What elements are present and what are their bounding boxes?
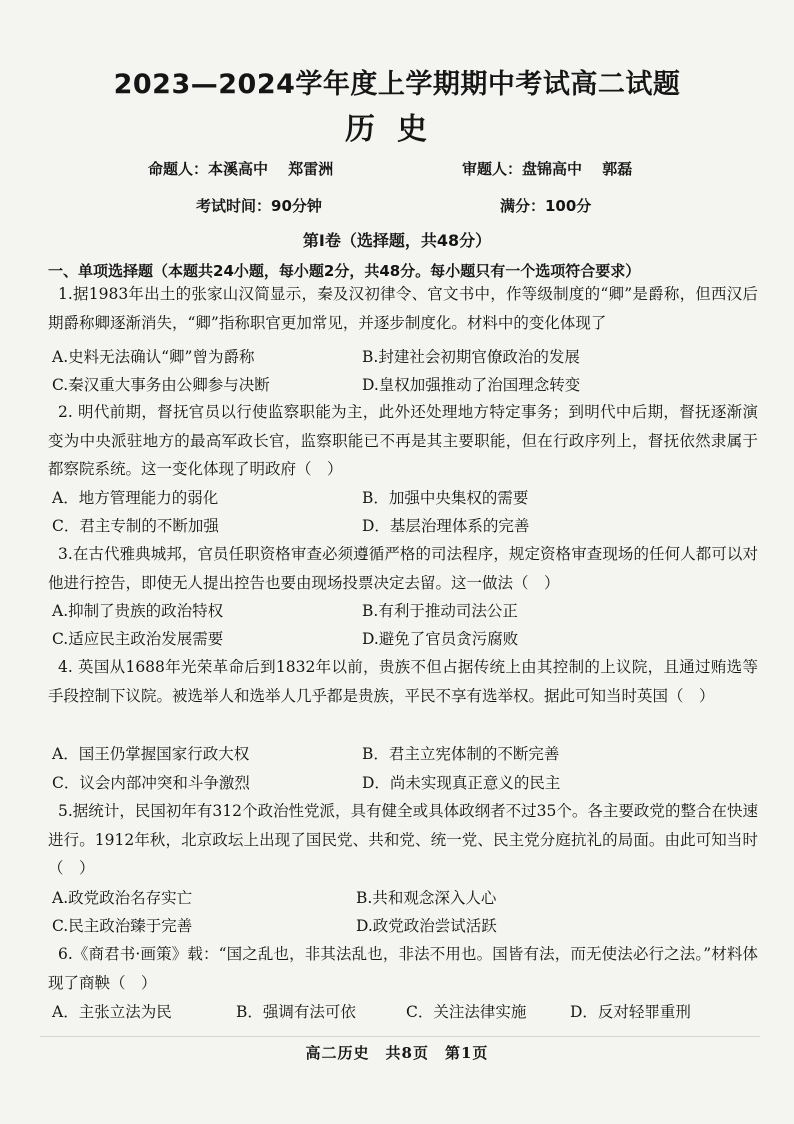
option-b: B.有利于推动司法公正 (362, 602, 518, 620)
page-footer: 高二历史 共8页 第1页 (305, 1044, 489, 1062)
option-c: C．关注法律实施 (406, 1003, 527, 1021)
section-one-title: 一、单项选择题（本题共24小题，每小题2分，共48分。每小题只有一个选项符合要求） (48, 262, 641, 280)
question-stem: 2. 明代前期，督抚官员以行使监察职能为主，此外还处理地方特定事务；到明代中后期，督抚逐渐演变为中央派驻地方的最高军政长官，监察职能已不再是其主要职能，但在行政序列上，督抚依然隶属于都察院系统。这一变化体现了明政府（ ） (48, 403, 758, 478)
option-c: C.适应民主政治发展需要 (52, 630, 224, 648)
footer-divider (40, 1036, 760, 1037)
setter-info: 命题人：本溪高中 郑雷洲 (148, 160, 334, 178)
option-a: A．主张立法为民 (52, 1003, 172, 1021)
option-d: D．反对轻罪重刑 (570, 1003, 691, 1021)
option-c: C.民主政治臻于完善 (52, 917, 193, 935)
reviewer-info: 审题人：盘锦高中 郭磊 (462, 160, 633, 178)
subject-title: 历史 (345, 112, 449, 147)
exam-title: 2023—2024学年度上学期期中考试高二试题 (113, 69, 681, 100)
option-d: D.政党政治尝试活跃 (356, 917, 497, 935)
option-d: D.皇权加强推动了治国理念转变 (362, 376, 581, 394)
option-a: A．地方管理能力的弱化 (52, 489, 219, 507)
question-stem: 4. 英国从1688年光荣革命后到1832年以前，贵族不但占据传统上由其控制的上议院，且通过贿选等手段控制下议院。被选举人和选举人几乎都是贵族，平民不享有选举权。据此可知当时英国（ ） (48, 658, 758, 705)
question-stem: 3.在古代雅典城邦，官员任职资格审查必须遵循严格的司法程序，规定资格审查现场的任何人都可以对他进行控告，即使无人提出控告也要由现场投票决定去留。这一做法（ ） (48, 545, 758, 592)
option-c: C.秦汉重大事务由公卿参与决断 (52, 376, 270, 394)
option-a: A.史料无法确认“卿”曾为爵称 (52, 348, 255, 366)
option-a: A.抑制了贵族的政治特权 (52, 602, 224, 620)
option-b: B.封建社会初期官僚政治的发展 (362, 348, 580, 366)
option-b: B.共和观念深入人心 (356, 889, 497, 907)
option-b: B．加强中央集权的需要 (362, 489, 529, 507)
option-d: D．基层治理体系的完善 (362, 517, 530, 535)
option-b: B．君主立宪体制的不断完善 (362, 745, 560, 763)
full-score: 满分：100分 (500, 197, 592, 215)
option-b: B．强调有法可依 (236, 1003, 356, 1021)
question-stem: 5.据统计，民国初年有312个政治性党派，具有健全或具体政纲者不过35个。各主要政党的整合在快速进行。1912年秋，北京政坛上出现了国民党、共和党、统一党、民主党分庭抗礼的局面。由此可知当时（ ） (48, 802, 758, 877)
option-c: C．君主专制的不断加强 (52, 517, 219, 535)
option-a: A.政党政治名存实亡 (52, 889, 193, 907)
option-d: D．尚未实现真正意义的民主 (362, 774, 561, 792)
part-one-title: 第Ⅰ卷（选择题，共48分） (302, 231, 492, 250)
option-a: A．国王仍掌握国家行政大权 (52, 745, 250, 763)
question-stem: 1.据1983年出土的张家山汉简显示，秦及汉初律令、官文书中，作等级制度的“卿”是爵称，但西汉后期爵称卿逐渐消失，“卿”指称职官更加常见，并逐步制度化。材料中的变化体现了 (48, 285, 758, 332)
option-d: D.避免了官员贪污腐败 (362, 630, 519, 648)
option-c: C．议会内部冲突和斗争激烈 (52, 774, 250, 792)
exam-time: 考试时间：90分钟 (196, 197, 322, 215)
question-stem: 6.《商君书·画策》载：“国之乱也，非其法乱也，非法不用也。国皆有法，而无使法必行之法。”材料体现了商鞅（ ） (48, 945, 758, 992)
